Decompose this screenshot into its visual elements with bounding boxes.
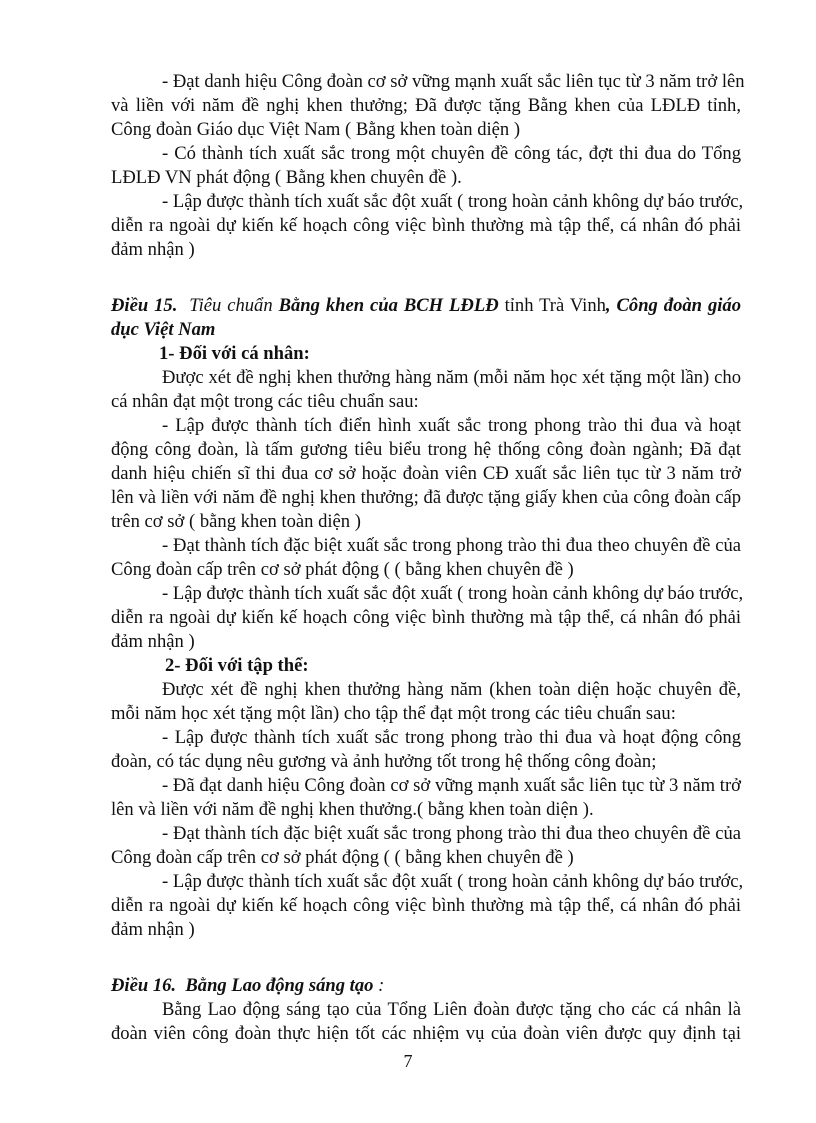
paragraph-line: đảm nhận )	[111, 239, 195, 260]
paragraph-line: - Có thành tích xuất sắc trong một chuyên đề công tác, đợt thi đua do Tổng	[162, 143, 741, 164]
paragraph-line: Công đoàn Giáo dục Việt Nam ( Bằng khen toàn diện )	[111, 119, 521, 140]
paragraph-line: - Đạt danh hiệu Công đoàn cơ sở vững mạnh xuất sắc liên tục từ 3 năm trở lên	[162, 71, 745, 92]
paragraph-line: lên và liền với năm đề nghị khen thưởng.( bằng khen toàn diện ).	[111, 799, 594, 820]
paragraph-line: Được xét đề nghị khen thưởng hàng năm (mỗi năm học xét tặng một lần) cho	[162, 367, 741, 388]
section-heading-collective: 2- Đối với tập thể:	[165, 655, 309, 676]
paragraph-line: - Lập được thành tích điển hình xuất sắc trong phong trào thi đua và hoạt	[162, 415, 741, 436]
paragraph-line: đoàn, có tác dụng nêu gương và ảnh hưởng tốt trong hệ thống công đoàn;	[111, 751, 657, 772]
paragraph-line: Bằng Lao động sáng tạo của Tổng Liên đoàn được tặng cho các cá nhân là	[162, 999, 741, 1020]
paragraph-line: đảm nhận )	[111, 919, 195, 940]
paragraph-line: danh hiệu chiến sĩ thi đua cơ sở hoặc đoàn viên CĐ xuất sắc liên tục từ 3 năm trở	[111, 463, 741, 484]
paragraph-line: diễn ra ngoài dự kiến kế hoạch công việc bình thường mà tập thể, cá nhân đó phải	[111, 895, 741, 916]
paragraph-line: và liền với năm đề nghị khen thưởng; Đã được tặng Bằng khen của LĐLĐ tỉnh,	[111, 95, 741, 116]
paragraph-line: Được xét đề nghị khen thưởng hàng năm (khen toàn diện hoặc chuyên đề,	[162, 679, 741, 700]
paragraph-line: đoàn viên công đoàn thực hiện tốt các nhiệm vụ của đoàn viên được quy định tại	[111, 1023, 741, 1044]
paragraph-line: Công đoàn cấp trên cơ sở phát động ( ( bằng khen chuyên đề )	[111, 847, 574, 868]
paragraph-line: diễn ra ngoài dự kiến kế hoạch công việc bình thường mà tập thể, cá nhân đó phải	[111, 607, 741, 628]
paragraph-line: trên cơ sở ( bằng khen toàn diện )	[111, 511, 361, 532]
article-title-colon: :	[373, 975, 385, 996]
paragraph-line: Công đoàn cấp trên cơ sở phát động ( ( bằng khen chuyên đề )	[111, 559, 574, 580]
article-15-heading	[0, 294, 741, 318]
article-number: Điều 16.	[111, 975, 177, 996]
paragraph-line: LĐLĐ VN phát động ( Bằng khen chuyên đề ).	[111, 167, 462, 188]
article-title-part: Bằng khen của BCH LĐLĐ	[278, 295, 499, 316]
paragraph-line: lên và liền với năm đề nghị khen thưởng; đã được tặng giấy khen của công đoàn cấp	[111, 487, 741, 508]
paragraph-line: - Lập được thành tích xuất sắc đột xuất ( trong hoàn cảnh không dự báo trước,	[162, 583, 744, 604]
paragraph-line: - Lập được thành tích xuất sắc đột xuất ( trong hoàn cảnh không dự báo trước,	[162, 871, 744, 892]
paragraph-line: - Đạt thành tích đặc biệt xuất sắc trong phong trào thi đua theo chuyên đề của	[162, 535, 741, 556]
paragraph-line: - Lập được thành tích xuất sắc trong phong trào thi đua và hoạt động công	[162, 727, 741, 748]
article-title: Bằng Lao động sáng tạo	[185, 975, 374, 996]
paragraph-line: - Lập được thành tích xuất sắc đột xuất ( trong hoàn cảnh không dự báo trước,	[162, 191, 744, 212]
paragraph-line: - Đã đạt danh hiệu Công đoàn cơ sở vững mạnh xuất sắc liên tục từ 3 năm trở	[162, 775, 741, 796]
paragraph-line: - Đạt thành tích đặc biệt xuất sắc trong phong trào thi đua theo chuyên đề của	[162, 823, 741, 844]
paragraph-line: đảm nhận )	[111, 631, 195, 652]
section-heading-individual: 1- Đối với cá nhân:	[159, 343, 310, 364]
article-16-heading	[111, 974, 384, 998]
paragraph-line: động công đoàn, là tấm gương tiêu biểu trong hệ thống công đoàn ngành; Đã đạt	[111, 439, 741, 460]
article-title-part: , Công đoàn giáo	[605, 295, 741, 316]
article-15-heading-cont: dục Việt Nam	[111, 319, 216, 340]
article-number: Điều 15.	[111, 295, 178, 316]
paragraph-line: diễn ra ngoài dự kiến kế hoạch công việc bình thường mà tập thể, cá nhân đó phải	[111, 215, 741, 236]
article-title-part: Tiêu chuẩn	[189, 295, 273, 316]
paragraph-line: cá nhân đạt một trong các tiêu chuẩn sau:	[111, 391, 419, 412]
page-number: 7	[403, 1051, 413, 1071]
paragraph-line: mỗi năm học xét tặng một lần) cho tập thể đạt một trong các tiêu chuẩn sau:	[111, 703, 676, 724]
article-title-part: tỉnh Trà Vinh	[504, 295, 606, 316]
